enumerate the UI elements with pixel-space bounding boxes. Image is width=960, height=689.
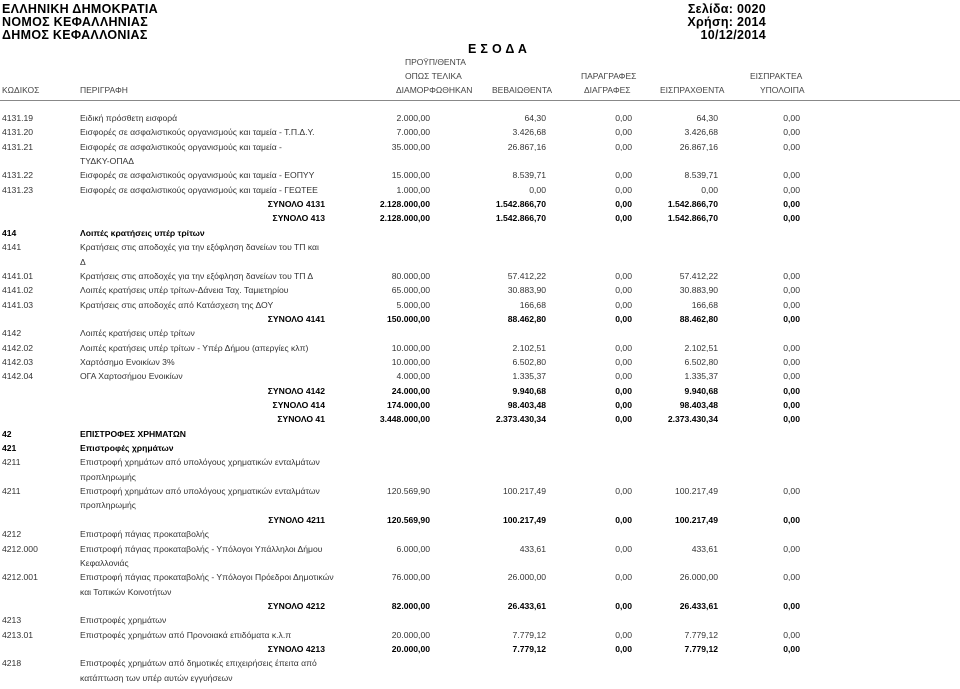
value-budgeted: 76.000,00 [391, 572, 430, 583]
row-code: 421 [2, 443, 17, 454]
value-certified: 7.779,12 [512, 643, 546, 654]
value-certified: 3.426,68 [512, 127, 546, 138]
value-receivable: 0,00 [783, 356, 800, 367]
row-description: Επιστροφή πάγιας προκαταβολής - Υπόλογοι Πρόεδροι Δημοτικών [80, 572, 334, 583]
value-ordered: 0,00 [615, 141, 632, 152]
value-ordered: 0,00 [615, 371, 632, 382]
value-ordered: 0,00 [615, 213, 632, 224]
value-collected: 166,68 [691, 299, 718, 310]
value-budgeted: 20.000,00 [391, 643, 430, 654]
col-receivable-line2: ΥΠΟΛΟΙΠΑ [760, 85, 805, 95]
value-receivable: 0,00 [783, 629, 800, 640]
row-description: και Τοπικών Κοινοτήτων [80, 586, 172, 597]
col-ordered-line2: ΔΙΑΓΡΑΦΕΣ [584, 85, 631, 95]
row-description: Επιστροφές χρημάτων [80, 443, 174, 454]
value-budgeted: 1.000,00 [396, 184, 430, 195]
header-divider [0, 100, 960, 101]
value-budgeted: 2.128.000,00 [379, 213, 430, 224]
value-receivable: 0,00 [783, 113, 800, 123]
value-receivable: 0,00 [783, 371, 800, 382]
value-collected: 26.867,16 [679, 141, 718, 152]
row-code: 4213 [2, 615, 22, 626]
value-ordered: 0,00 [615, 514, 632, 525]
value-receivable: 0,00 [783, 170, 800, 181]
row-description: Κρατήσεις στις αποδοχές από Κατάσχεση της ΔΟΥ [80, 299, 274, 310]
row-description: ΟΓΑ Χαρτοσήμου Ενοικίων [80, 371, 183, 382]
value-receivable: 0,00 [783, 486, 800, 497]
value-certified: 64,30 [524, 113, 546, 123]
value-collected: 26.433,61 [679, 600, 718, 611]
col-budgeted-line1: ΠΡΟΫΠ/ΘΕΝΤΑ [405, 57, 466, 67]
value-receivable: 0,00 [783, 543, 800, 554]
table-row [0, 673, 960, 689]
value-receivable: 0,00 [783, 127, 800, 138]
row-code: 4212.000 [2, 543, 38, 554]
value-ordered: 0,00 [615, 199, 632, 210]
value-certified: 100.217,49 [502, 514, 546, 525]
value-collected: 64,30 [696, 113, 718, 123]
value-ordered: 0,00 [615, 170, 632, 181]
value-ordered: 0,00 [615, 270, 632, 281]
value-ordered: 0,00 [615, 385, 632, 396]
value-ordered: 0,00 [615, 113, 632, 123]
value-certified: 8.539,71 [512, 170, 546, 181]
total-label: ΣΥΝΟΛΟ 4142 [267, 385, 325, 396]
report-date: 10/12/2014 [700, 28, 766, 42]
row-code: 4211 [2, 486, 21, 497]
value-certified: 26.867,16 [507, 141, 546, 152]
value-receivable: 0,00 [783, 643, 800, 654]
total-label: ΣΥΝΟΛΟ 413 [272, 213, 325, 224]
value-ordered: 0,00 [615, 299, 632, 310]
row-description: Επιστροφές χρημάτων από δημοτικές επιχειρήσεις έπειτα από [80, 658, 317, 669]
col-collected: ΕΙΣΠΡΑΧΘΕΝΤΑ [660, 85, 725, 95]
value-collected: 1.335,37 [684, 371, 718, 382]
value-budgeted: 5.000,00 [396, 299, 430, 310]
value-collected: 100.217,49 [674, 514, 718, 525]
row-description: Δ [80, 256, 86, 267]
value-certified: 1.542.866,70 [495, 213, 546, 224]
row-description: Κεφαλλονιάς [80, 557, 129, 568]
value-budgeted: 2.128.000,00 [379, 199, 430, 210]
value-collected: 26.000,00 [679, 572, 718, 583]
row-description: Λοιπές κρατήσεις υπέρ τρίτων-Δάνεια Ταχ. Ταμιετηρίου [80, 285, 289, 296]
value-receivable: 0,00 [783, 572, 800, 583]
value-collected: 7.779,12 [684, 643, 718, 654]
total-label: ΣΥΝΟΛΟ 41 [277, 414, 325, 425]
row-description: ΤΥΔΚΥ-ΟΠΑΔ [80, 156, 134, 167]
value-ordered: 0,00 [615, 184, 632, 195]
total-label: ΣΥΝΟΛΟ 4212 [267, 600, 325, 611]
value-budgeted: 80.000,00 [391, 270, 430, 281]
value-budgeted: 35.000,00 [391, 141, 430, 152]
value-certified: 26.000,00 [507, 572, 546, 583]
value-certified: 98.403,48 [507, 400, 546, 410]
total-label: ΣΥΝΟΛΟ 4131 [267, 199, 325, 210]
state-name: ΕΛΛΗΝΙΚΗ ΔΗΜΟΚΡΑΤΙΑ [2, 2, 159, 16]
value-budgeted: 4.000,00 [396, 371, 430, 382]
col-budgeted-line2: ΟΠΩΣ ΤΕΛΙΚΑ [405, 71, 462, 81]
col-receivable-line1: ΕΙΣΠΡΑΚΤΕΑ [750, 71, 803, 81]
value-collected: 2.102,51 [684, 342, 718, 353]
value-receivable: 0,00 [783, 141, 800, 152]
value-ordered: 0,00 [615, 400, 632, 410]
value-certified: 100.217,49 [502, 486, 546, 497]
row-description: Επιστροφή πάγιας προκαταβολής [80, 529, 209, 540]
row-description: Λοιπές κρατήσεις υπέρ τρίτων [80, 227, 205, 238]
col-budgeted-line3: ΔΙΑΜΟΡΦΩΘΗΚΑΝ [396, 85, 473, 95]
value-budgeted: 15.000,00 [391, 170, 430, 181]
row-description: Λοιπές κρατήσεις υπέρ τρίτων [80, 328, 195, 339]
value-collected: 88.462,80 [679, 313, 718, 324]
value-certified: 2.373.430,34 [495, 414, 546, 425]
row-code: 4141.02 [2, 285, 34, 296]
value-collected: 30.883,90 [679, 285, 718, 296]
value-collected: 98.403,48 [679, 400, 718, 410]
value-budgeted: 82.000,00 [391, 600, 430, 611]
row-description: Κρατήσεις στις αποδοχές για την εξόφληση δανείων του ΤΠ και [80, 242, 319, 253]
value-budgeted: 120.569,90 [386, 514, 430, 525]
prefecture-name: ΝΟΜΟΣ ΚΕΦΑΛΛΗΝΙΑΣ [2, 15, 149, 29]
value-receivable: 0,00 [783, 313, 800, 324]
value-budgeted: 120.569,90 [386, 486, 430, 497]
value-certified: 6.502,80 [512, 356, 546, 367]
row-description: Επιστροφή χρημάτων από υπολόγους χρηματικών ενταλμάτων [80, 457, 320, 468]
row-description: Επιστροφές χρημάτων [80, 615, 167, 626]
row-description: Επιστροφή χρημάτων από υπολόγους χρηματικών ενταλμάτων [80, 486, 320, 497]
row-description: Επιστροφή πάγιας προκαταβολής - Υπόλογοι Υπάλληλοι Δήμου [80, 543, 323, 554]
row-code: 4141.01 [2, 270, 34, 281]
value-receivable: 0,00 [783, 400, 800, 410]
value-certified: 57.412,22 [507, 270, 546, 281]
value-collected: 100.217,49 [674, 486, 718, 497]
value-receivable: 0,00 [783, 414, 800, 425]
value-receivable: 0,00 [783, 184, 800, 195]
value-ordered: 0,00 [615, 285, 632, 296]
value-collected: 9.940,68 [684, 385, 718, 396]
value-certified: 0,00 [529, 184, 546, 195]
value-collected: 57.412,22 [679, 270, 718, 281]
row-code: 4131.22 [2, 170, 34, 181]
row-description: Λοιπές κρατήσεις υπέρ τρίτων - Υπέρ Δήμου (απεργίες κλπ) [80, 342, 309, 353]
value-collected: 1.542.866,70 [667, 213, 718, 224]
value-receivable: 0,00 [783, 600, 800, 611]
value-ordered: 0,00 [615, 600, 632, 611]
row-code: 4142.03 [2, 356, 34, 367]
row-description: Κρατήσεις στις αποδοχές για την εξόφληση δανείων του ΤΠ Δ [80, 270, 314, 281]
value-certified: 88.462,80 [507, 313, 546, 324]
value-collected: 6.502,80 [684, 356, 718, 367]
row-description: Εισφορές σε ασφαλιστικούς οργανισμούς και ταμεία - ΓΕΩΤΕΕ [80, 184, 318, 195]
value-ordered: 0,00 [615, 486, 632, 497]
value-budgeted: 10.000,00 [391, 342, 430, 353]
value-ordered: 0,00 [615, 313, 632, 324]
value-ordered: 0,00 [615, 572, 632, 583]
row-description: προπληρωμής [80, 500, 136, 511]
row-description: Εισφορές σε ασφαλιστικούς οργανισμούς και ταμεία - ΕΟΠΥΥ [80, 170, 315, 181]
row-code: 4141.03 [2, 299, 34, 310]
value-budgeted: 2.000,00 [396, 113, 430, 123]
total-label: ΣΥΝΟΛΟ 4213 [267, 643, 325, 654]
value-budgeted: 3.448.000,00 [379, 414, 430, 425]
col-description: ΠΕΡΙΓΡΑΦΗ [80, 85, 128, 95]
row-code: 4142.02 [2, 342, 34, 353]
value-collected: 2.373.430,34 [667, 414, 718, 425]
value-collected: 3.426,68 [684, 127, 718, 138]
row-description: Εισφορές σε ασφαλιστικούς οργανισμούς και ταμεία - Τ.Π.Δ.Υ. [80, 127, 315, 138]
value-certified: 2.102,51 [512, 342, 546, 353]
row-code: 4211 [2, 457, 21, 468]
value-certified: 7.779,12 [512, 629, 546, 640]
row-code: 4131.23 [2, 184, 34, 195]
value-receivable: 0,00 [783, 342, 800, 353]
value-receivable: 0,00 [783, 199, 800, 210]
value-ordered: 0,00 [615, 643, 632, 654]
report-title: Ε Σ Ο Δ Α [468, 42, 528, 56]
row-description: Επιστροφές χρημάτων από Προνοιακά επιδόματα κ.λ.π [80, 629, 292, 640]
total-label: ΣΥΝΟΛΟ 4141 [267, 313, 325, 324]
value-collected: 7.779,12 [684, 629, 718, 640]
value-certified: 26.433,61 [507, 600, 546, 611]
value-budgeted: 20.000,00 [391, 629, 430, 640]
value-certified: 30.883,90 [507, 285, 546, 296]
value-certified: 9.940,68 [512, 385, 546, 396]
row-code: 4213.01 [2, 629, 34, 640]
fiscal-year: Χρήση: 2014 [687, 15, 766, 29]
row-code: 4142 [2, 328, 22, 339]
col-ordered-line1: ΠΑΡΑΓΡΑΦΕΣ [581, 71, 637, 81]
value-receivable: 0,00 [783, 385, 800, 396]
row-description: κατάπτωση των υπέρ αυτών εγγυήσεων [80, 672, 233, 683]
value-budgeted: 10.000,00 [391, 356, 430, 367]
value-ordered: 0,00 [615, 127, 632, 138]
value-ordered: 0,00 [615, 543, 632, 554]
value-budgeted: 174.000,00 [386, 400, 430, 410]
value-receivable: 0,00 [783, 213, 800, 224]
row-description: ΕΠΙΣΤΡΟΦΕΣ ΧΡΗΜΑΤΩΝ [80, 428, 186, 439]
row-description: προπληρωμής [80, 471, 136, 482]
page-number: Σελίδα: 0020 [687, 2, 766, 16]
value-certified: 1.335,37 [512, 371, 546, 382]
value-ordered: 0,00 [615, 629, 632, 640]
total-label: ΣΥΝΟΛΟ 414 [272, 400, 325, 410]
row-description: Χαρτόσημο Ενοικίων 3% [80, 356, 175, 367]
row-code: 4212.001 [2, 572, 38, 583]
value-certified: 433,61 [519, 543, 546, 554]
row-code: 4218 [2, 658, 22, 669]
value-collected: 0,00 [701, 184, 718, 195]
value-certified: 1.542.866,70 [495, 199, 546, 210]
value-collected: 1.542.866,70 [667, 199, 718, 210]
value-receivable: 0,00 [783, 270, 800, 281]
row-code: 42 [2, 428, 12, 439]
row-code: 414 [2, 227, 17, 238]
municipality-name: ΔΗΜΟΣ ΚΕΦΑΛΛΟΝΙΑΣ [2, 28, 148, 42]
row-code: 4131.20 [2, 127, 34, 138]
value-budgeted: 24.000,00 [391, 385, 430, 396]
value-ordered: 0,00 [615, 342, 632, 353]
value-budgeted: 150.000,00 [386, 313, 430, 324]
row-code: 4131.21 [2, 141, 34, 152]
value-receivable: 0,00 [783, 299, 800, 310]
value-certified: 166,68 [519, 299, 546, 310]
row-code: 4142.04 [2, 371, 34, 382]
value-budgeted: 7.000,00 [396, 127, 430, 138]
row-description: Ειδική πρόσθετη εισφορά [80, 113, 178, 123]
row-code: 4141 [2, 242, 22, 253]
col-certified: ΒΕΒΑΙΩΘΕΝΤΑ [492, 85, 553, 95]
col-code: ΚΩΔΙΚΟΣ [2, 85, 40, 95]
row-description: Εισφορές σε ασφαλιστικούς οργανισμούς και ταμεία - [80, 141, 282, 152]
value-receivable: 0,00 [783, 285, 800, 296]
total-label: ΣΥΝΟΛΟ 4211 [268, 514, 325, 525]
row-code: 4212 [2, 529, 22, 540]
value-ordered: 0,00 [615, 414, 632, 425]
value-receivable: 0,00 [783, 514, 800, 525]
value-ordered: 0,00 [615, 356, 632, 367]
row-code: 4131.19 [2, 113, 34, 123]
value-budgeted: 6.000,00 [396, 543, 430, 554]
value-budgeted: 65.000,00 [391, 285, 430, 296]
value-collected: 433,61 [691, 543, 718, 554]
value-collected: 8.539,71 [684, 170, 718, 181]
